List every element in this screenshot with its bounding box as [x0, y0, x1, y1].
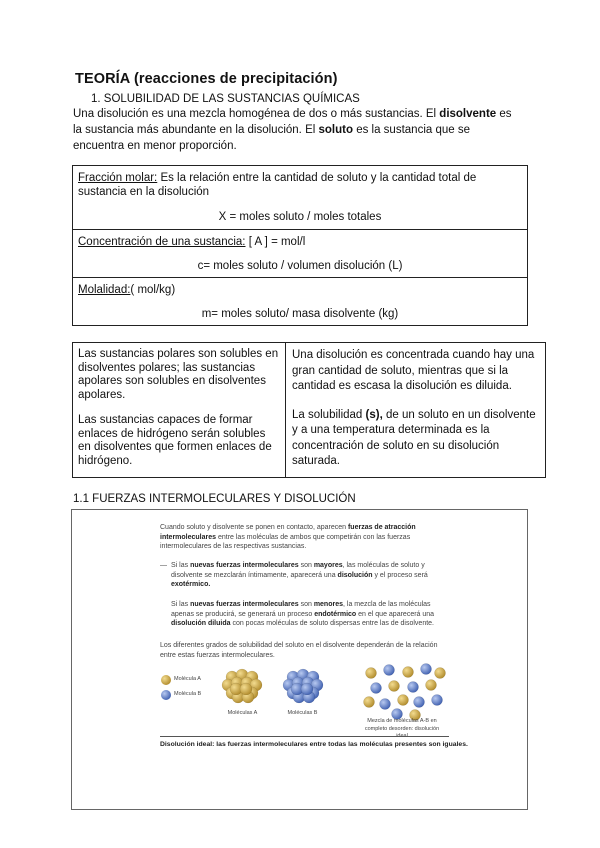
intro-text: es la sustancia más abundante en la disolución. El — [73, 108, 512, 136]
fig-text: , la mezcla de las moléculas apenas se producirá, se generará un proceso — [171, 601, 431, 618]
intro-text: es la sustancia que se encuentra en menor proporción. — [73, 124, 470, 152]
dash-bullet: — — [160, 562, 167, 569]
figure-paragraph-4: Los diferentes grados de solubilidad del soluto en el disolvente dependerán de la relación entre estas fuerzas intermoleculares. — [160, 642, 438, 659]
molality-text: ( mol/kg) — [130, 284, 176, 296]
fig-text: Si las — [171, 562, 191, 569]
fig-bold: disolución — [337, 571, 373, 579]
intro-bold-disolvente: disolvente — [439, 108, 497, 120]
molecules-b-cluster-icon — [283, 669, 323, 703]
left-paragraph-1: Las sustancias polares son solubles en disolventes polares; las sustancias apolares son solubles en disolventes apolares. — [78, 348, 279, 401]
mixture-icon — [364, 664, 446, 721]
legend-molecule-b: Molécula B — [174, 691, 202, 697]
page-title: TEORÍA (reacciones de precipitación) — [75, 71, 338, 87]
fig-text: son — [298, 562, 314, 569]
left-column — [73, 343, 286, 477]
textbook-figure — [71, 509, 528, 810]
molar-fraction-definition — [78, 172, 522, 199]
solubility-text: La solubilidad — [292, 408, 366, 421]
fig-text: con pocas moléculas de soluto dispersas entre las de disolvente. — [230, 620, 435, 628]
legend-molecule-a-icon — [161, 675, 171, 685]
right-column — [286, 343, 545, 477]
concentration-label: Concentración de una sustancia: — [78, 236, 246, 248]
concentration-definition — [78, 236, 305, 248]
molecules-illustration — [72, 510, 527, 809]
fig-text: , las moléculas de soluto y disolvente se mezclarán íntimamente, aparecerá una — [171, 562, 425, 579]
concentration-formula: c= moles soluto / volumen disolución (L) — [197, 260, 403, 272]
fig-text: son — [298, 601, 314, 608]
fig-text: y el proceso será — [372, 571, 428, 579]
caption-molecules-a: Moléculas A — [227, 710, 258, 716]
subsection-heading: 1.1 FUERZAS INTERMOLECULARES Y DISOLUCIÓN — [73, 493, 356, 505]
figure-footer: Disolución ideal: las fuerzas intermoleculares entre todas las moléculas presentes son iguales. — [160, 741, 468, 748]
fig-bold: disolución diluida — [171, 620, 231, 628]
solubility-text: de un soluto en un disolvente y a una temperatura determinada es la concentración de soluto en su disolución saturada. — [292, 408, 536, 467]
intro-bold-soluto: soluto — [318, 124, 353, 136]
molality-formula: m= moles soluto/ masa disolvente (kg) — [201, 308, 399, 320]
fig-bold: exotérmico. — [171, 581, 211, 589]
caption-molecules-b: Moléculas B — [287, 710, 318, 716]
molar-fraction-text: Es la relación entre la cantidad de soluto y la cantidad total de sustancia en la disolución — [78, 172, 477, 198]
definitions-table — [72, 165, 528, 326]
definition-row-concentration — [73, 230, 527, 278]
intro-text: Una disolución es una mezcla homogénea de dos o más sustancias. El — [73, 108, 440, 120]
molality-definition — [78, 284, 175, 296]
molecules-a-cluster-icon — [222, 669, 262, 703]
two-column-table — [72, 342, 546, 478]
fig-bold: nuevas fuerzas intermoleculares — [190, 601, 299, 608]
definition-row-molar-fraction — [73, 166, 527, 230]
legend-molecule-a: Molécula A — [174, 676, 201, 682]
fig-text: en el que aparecerá una — [356, 610, 435, 618]
fig-text: entre las moléculas de ambos que competirán con las fuerzas intermoleculares de las respectivas sustancias. — [160, 533, 411, 551]
definition-row-molality — [73, 278, 527, 326]
fig-bold: fuerzas de atracción intermoleculares — [160, 524, 416, 541]
caption-mixture: Mezcla de moléculas A-B en completo desorden: disolución — [364, 718, 440, 732]
fig-bold: menores — [313, 601, 343, 608]
right-paragraph-1: Una disolución es concentrada cuando hay una gran cantidad de soluto, mientras que si la cantidad es escasa la disolución es diluida. — [292, 349, 535, 392]
legend-molecule-b-icon — [161, 690, 171, 700]
fig-bold: nuevas fuerzas intermoleculares — [190, 562, 299, 569]
intro-paragraph — [73, 106, 523, 154]
right-paragraph-2 — [292, 408, 539, 470]
molality-label: Molalidad: — [78, 284, 131, 296]
section-heading: 1. SOLUBILIDAD DE LAS SUSTANCIAS QUÍMICAS — [91, 93, 360, 105]
fig-text: Si las — [171, 601, 191, 608]
fig-bold: endotérmico — [314, 610, 357, 618]
fig-bold: mayores — [313, 562, 343, 569]
solubility-symbol: (s), — [365, 408, 383, 421]
left-paragraph-2: Las sustancias capaces de formar enlaces de hidrógeno serán solubles en disolventes que formen enlaces de hidrógeno. — [78, 414, 272, 467]
molar-fraction-formula: X = moles soluto / moles totales — [218, 211, 382, 223]
concentration-text: [ A ] = mol/l — [245, 236, 306, 248]
molar-fraction-label: Fracción molar: — [78, 172, 158, 184]
fig-text: Cuando soluto y disolvente se ponen en contacto, aparecen — [160, 524, 348, 531]
figure-divider — [160, 736, 449, 737]
